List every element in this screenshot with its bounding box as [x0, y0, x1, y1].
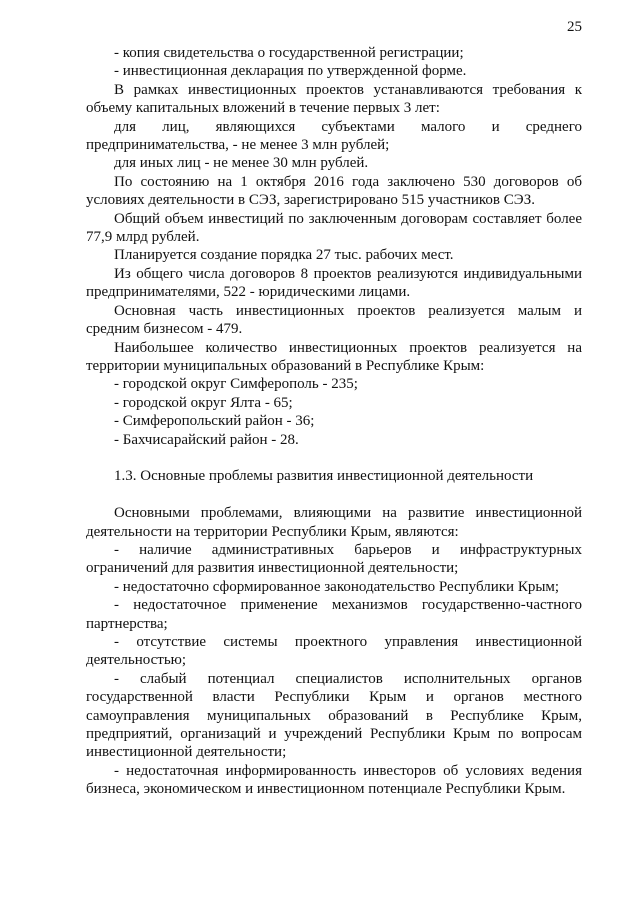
- paragraph: - наличие административных барьеров и инфраструктурных ограничений для развития инвестиционной деятельности;: [86, 541, 582, 577]
- page-number: 25: [567, 19, 582, 35]
- paragraph: - слабый потенциал специалистов исполнительных органов государственной власти Республики Крым и органов местного самоуправления муниципальных образований в Республике Крым, предприятий, организаций и учреждений Республики Крым по вопросам инвестиционной деятельности;: [86, 670, 582, 761]
- paragraph: для иных лиц - не менее 30 млн рублей.: [114, 155, 369, 172]
- paragraph: - недостаточно сформированное законодательство Республики Крым;: [114, 578, 560, 595]
- list-item: - городской округ Симферополь - 235;: [114, 376, 358, 393]
- list-item: - инвестиционная декларация по утвержденной форме.: [114, 63, 467, 80]
- document-body: [86, 44, 582, 799]
- paragraph: - недостаточное применение механизмов государственно-частного партнерства;: [86, 597, 582, 632]
- paragraph: В рамках инвестиционных проектов устанавливаются требования к объему капитальных вложений в течение первых 3 лет:: [86, 81, 582, 117]
- paragraph: Планируется создание порядка 27 тыс. рабочих мест.: [114, 247, 454, 264]
- list-item: - копия свидетельства о государственной регистрации;: [114, 45, 464, 61]
- paragraph: Наибольшее количество инвестиционных проектов реализуется на территории муниципальных образований в Республике Крым:: [86, 339, 582, 374]
- paragraph: - отсутствие системы проектного управления инвестиционной деятельностью;: [86, 633, 582, 669]
- paragraph: Основными проблемами, влияющими на развитие инвестиционной деятельности на территории Республики Крым, являются:: [86, 505, 582, 540]
- section-heading: 1.3. Основные проблемы развития инвестиционной деятельности: [114, 468, 534, 485]
- paragraph: По состоянию на 1 октября 2016 года заключено 530 договоров об условиях деятельности в СЭЗ, зарегистрировано 515 участников СЭЗ.: [86, 173, 582, 209]
- paragraph: - недостаточная информированность инвесторов об условиях ведения бизнеса, экономическом и инвестиционном потенциале Республики Крым.: [86, 762, 582, 798]
- paragraph: Основная часть инвестиционных проектов реализуется малым и средним бизнесом - 479.: [86, 302, 582, 338]
- paragraph: для лиц, являющихся субъектами малого и среднего предпринимательства, - не менее 3 млн рублей;: [86, 118, 582, 154]
- paragraph: Из общего числа договоров 8 проектов реализуются индивидуальными предпринимателями, 522 - юридическими лицами.: [86, 265, 582, 301]
- list-item: - Симферопольский район - 36;: [114, 413, 315, 430]
- paragraph: Общий объем инвестиций по заключенным договорам составляет более 77,9 млрд рублей.: [86, 210, 582, 246]
- list-item: - Бахчисарайский район - 28.: [114, 431, 299, 448]
- list-item: - городской округ Ялта - 65;: [114, 394, 293, 411]
